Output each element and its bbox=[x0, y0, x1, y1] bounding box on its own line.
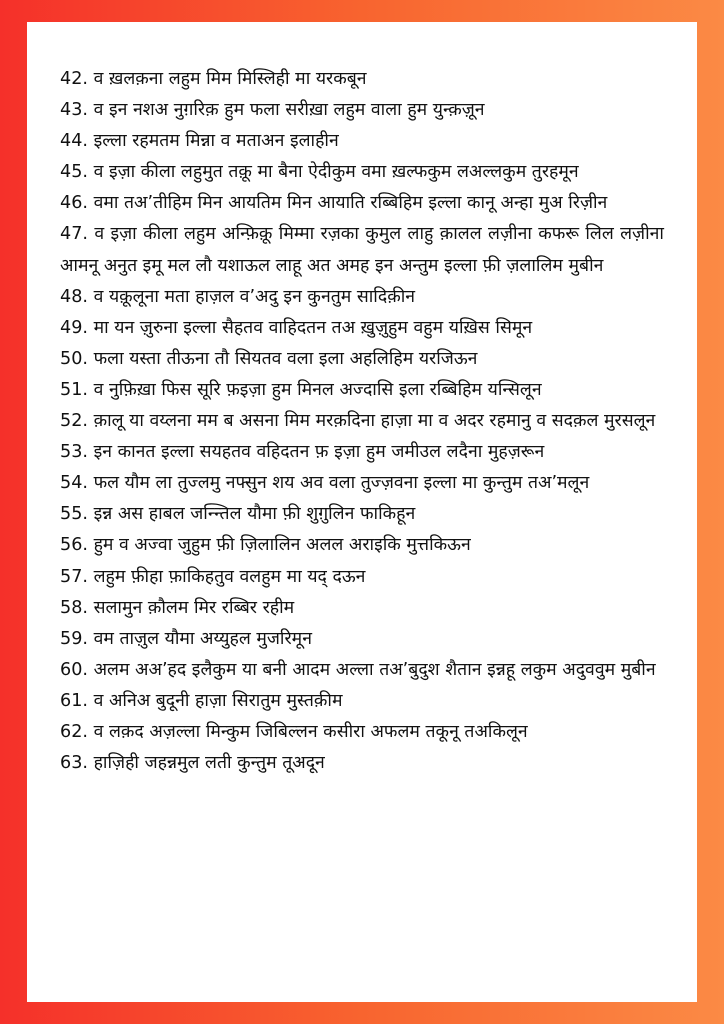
verse-63: 63. हाज़िही जहन्नमुल लती कुन्तुम तूअदून bbox=[60, 753, 325, 774]
verse-56: 56. हुम व अज्वा जुहुम फ़ी ज़िलालिन अलल अराइकि मुत्तकिऊन bbox=[60, 535, 471, 556]
verse-44: 44. इल्ला रहमतम मिन्ना व मताअन इलाहीन bbox=[60, 131, 339, 152]
verse-53: 53. इन कानत इल्ला सयहतव वहिदतन फ़ इज़ा हुम जमीउल लदैना मुहज़रून bbox=[60, 442, 545, 463]
verse-45: 45. व इज़ा कीला लहुमुत तक़ू मा बैना ऐदीकुम वमा ख़ल्फकुम लअल्लकुम तुरहमून bbox=[60, 162, 579, 183]
verse-59: 59. वम ताज़ुल यौमा अय्युहल मुजरिमून bbox=[60, 628, 312, 649]
verse-49: 49. मा यन ज़ुरुना इल्ला सैहतव वाहिदतन तअ ख़ुज़ुहुम वहुम यख़िस सिमून bbox=[60, 317, 533, 338]
verse-60: 60. अलम अअ’हद इलैकुम या बनी आदम अल्ला तअ’बुदुश शैतान इन्नहू लकुम अदुववुम मुबीन bbox=[60, 659, 656, 680]
verse-62: 62. व लक़द अज़ल्ला मिन्कुम जिबिल्लन कसीरा अफलम तकूनू तअकिलून bbox=[60, 721, 528, 742]
verse-47: 47. व इज़ा कीला लहुम अन्फ़िक़ू मिम्मा रज़का कुमुल लाहु क़ालल लज़ीना कफरू लिल लज़ीना आमनू अनुत इमू मल लौ यशाऊल लाहू अत अमह इन अन्तुम इल्ला फ़ी ज़लालिम मुबीन bbox=[60, 224, 664, 276]
verse-54: 54. फल यौम ला तुज्लमु नफ्सुन शय अव वला तुज्ज़वना इल्ला मा कुन्तुम तअ’मलून bbox=[60, 473, 590, 494]
verse-50: 50. फला यस्ता तीऊना तौ सियतव वला इला अहलिहिम यरजिऊन bbox=[60, 348, 478, 369]
verse-48: 48. व यक़ूलूना मता हाज़ल व’अदु इन कुनतुम सादिक़ीन bbox=[60, 286, 416, 307]
verse-43: 43. व इन नशअ नुग़रिक़ हुम फला सरीख़ा लहुम वाला हुम युन्क़ज़ून bbox=[60, 100, 485, 121]
verse-42: 42. व ख़लक़ना लहुम मिम मिस्लिही मा यरकबून bbox=[60, 69, 367, 89]
verse-52: 52. क़ालू या वय्लना मम ब असना मिम मरक़दिना हाज़ा मा व अदर रहमानु व सदक़ल मुरसलून bbox=[60, 411, 656, 432]
verse-46: 46. वमा तअ’तीहिम मिन आयतिम मिन आयाति रब्बिहिम इल्ला कानू अन्हा मुअ रिज़ीन bbox=[60, 193, 608, 214]
verse-51: 51. व नुफ़िख़ा फिस सूरि फ़इज़ा हुम मिनल अज्दासि इला रब्बिहिम यन्सिलून bbox=[60, 379, 542, 400]
page-sheet bbox=[27, 22, 697, 1002]
verse-61: 61. व अनिअ बुदूनी हाज़ा सिरातुम मुस्तक़ीम bbox=[60, 690, 343, 711]
verse-57: 57. लहुम फ़ीहा फ़ाकिहतुव वलहुम मा यद् दऊन bbox=[60, 566, 366, 587]
verse-58: 58. सलामुन क़ौलम मिर रब्बिर रहीम bbox=[60, 597, 295, 618]
verse-55: 55. इन्न अस हाबल जन्न्तिल यौमा फ़ी शुग़ुलिन फाकिहून bbox=[60, 504, 416, 525]
